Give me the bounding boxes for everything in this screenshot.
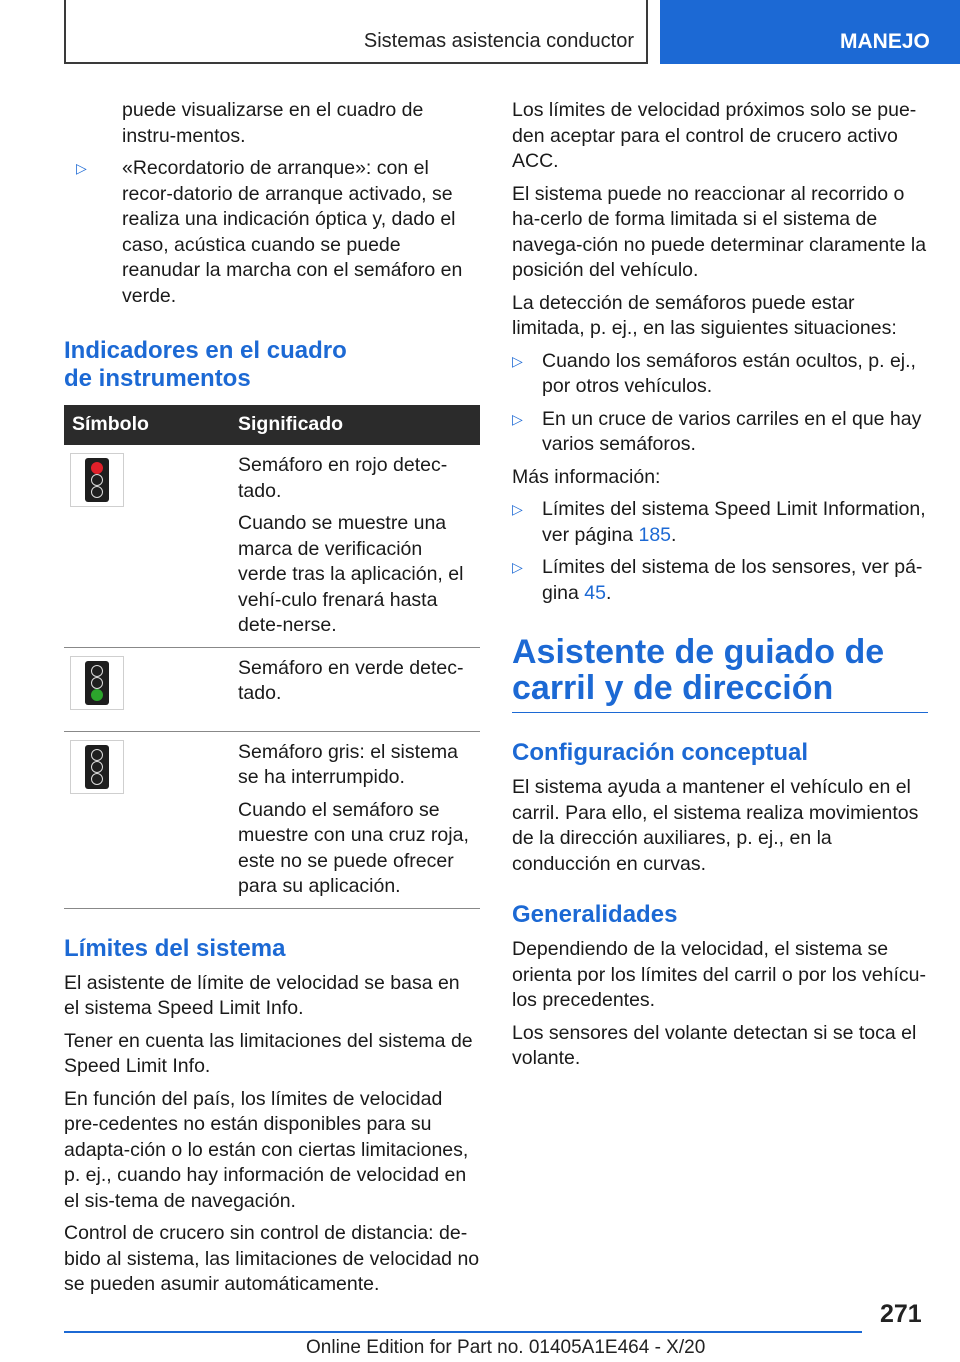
list-item-text: Cuando los semáforos están ocultos, p. ej., por otros vehículos. [542,349,916,397]
table-row [64,445,480,647]
paragraph: Los límites de velocidad próximos solo se pue-den aceptar para el control de crucero activo ACC. [512,99,917,172]
list-item [512,497,928,548]
table-header-row [64,405,480,445]
cell-text: Semáforo gris: el sistema se ha interrumpido. [238,740,458,788]
bullet-triangle-icon: ▷ [76,160,87,176]
symbol-cell [64,647,230,731]
list-item [512,407,928,458]
section-heading: Generalidades [512,901,678,928]
right-column [512,98,928,1079]
list-item-text: Límites del sistema Speed Limit Information, ver página [542,498,926,546]
header-frame [64,0,648,64]
traffic-light-red-icon [70,453,124,507]
symbol-cell [64,445,230,647]
cell-text: Cuando el semáforo se muestre con una cruz roja, este no se puede ofrecer para su aplicación. [238,798,469,897]
section-title: Sistemas asistencia conductor [363,30,634,52]
paragraph: puede visualizarse en el cuadro de instru-mentos. [122,99,424,147]
section-heading: Configuración conceptual [512,739,809,766]
chapter-tab[interactable] [660,0,960,64]
meaning-cell [230,445,480,647]
paragraph: Control de crucero sin control de distancia: de-bido al sistema, las limitaciones de velocidad no se pueden asumir automáticamente. [64,1222,480,1295]
cell-text: Semáforo en verde detec-tado. [238,656,464,704]
paragraph: La detección de semáforos puede estar limitada, p. ej., en las siguientes situaciones: [512,291,897,339]
section-heading: Límites del sistema [64,934,286,962]
paragraph: El sistema ayuda a mantener el vehículo en el carril. Para ello, el sistema realiza movimientos de la dirección auxiliares, p. ej., en la conducción en curvas. [512,776,919,875]
list-item [512,349,928,400]
bullet-triangle-icon: ▷ [512,501,523,517]
chapter-title: Asistente de guiado de carril y de dirección [512,634,928,713]
bullet-triangle-icon: ▷ [512,410,523,427]
paragraph: Los sensores del volante detectan si se toca el volante. [512,1021,917,1069]
column-header-symbol: Símbolo [64,405,230,445]
column-header-meaning: Significado [230,405,480,445]
chapter-tab-label: MANEJO [840,30,930,53]
list-item-text: Límites del sistema de los sensores, ver pá-gina [542,556,923,604]
symbol-table [64,405,480,909]
left-column [64,98,480,1305]
meaning-cell [230,731,480,908]
paragraph: Dependiendo de la velocidad, el sistema se orienta por los límites del carril o por los vehícu-los precedentes. [512,938,927,1011]
symbol-cell [64,731,230,908]
cell-text: Semáforo en rojo detec-tado. [238,454,448,502]
paragraph: El asistente de límite de velocidad se basa en el sistema Speed Limit Info. [64,971,460,1019]
cell-text: Cuando se muestre una marca de verificación verde tras la aplicación, el vehí-culo frenará hasta dete-nerse. [238,512,464,636]
list-item [64,156,480,309]
list-item [512,555,928,606]
page-link-185[interactable]: 185 [638,523,672,546]
table-row [64,731,480,908]
section-heading: Indicadores en el cuadro de instrumentos [64,337,347,392]
paragraph: En función del país, los límites de velocidad pre-cedentes no están disponibles para su adapta-ción o lo están con ciertas limitaciones, p. ej., cuando hay información de velocidad en el sis-tema de navegación. [64,1087,469,1212]
table-row [64,647,480,731]
paragraph: El sistema puede no reaccionar al recorrido o ha-cerlo de forma limitada si el sistema de navega-ción no puede determinar claramente la posición del vehículo. [512,182,927,281]
bullet-triangle-icon: ▷ [512,559,523,575]
meaning-cell [230,647,480,731]
paragraph: Más información: [512,465,661,488]
list-item-text: En un cruce de varios carriles en el que hay varios semáforos. [542,407,922,455]
footer-divider [64,1331,862,1333]
paragraph: Tener en cuenta las limitaciones del sistema de Speed Limit Info. [64,1029,473,1077]
page-number: 271 [880,1300,922,1328]
page-link-45[interactable]: 45 [584,581,606,604]
period: . [671,523,677,546]
traffic-light-gray-icon [70,740,124,794]
edition-note: Online Edition for Part no. 01405A1E464 - X/20 [306,1337,706,1358]
period: . [606,581,612,604]
bullet-triangle-icon: ▷ [512,352,523,369]
list-item-text: «Recordatorio de arranque»: con el recor-datorio de arranque activado, se realiza una indicación óptica y, dado el caso, acústica cuando se puede reanudar la marcha con el semáforo en verde. [122,157,463,307]
traffic-light-green-icon [70,656,124,710]
